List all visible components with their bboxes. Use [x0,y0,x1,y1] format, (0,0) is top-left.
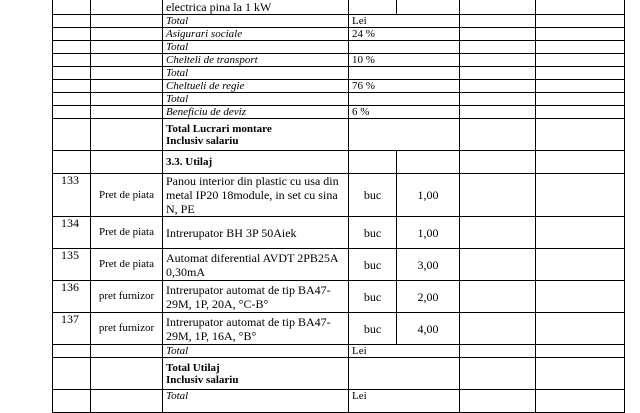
summary-value [349,93,460,106]
summary-value: Lei [349,15,460,28]
summary-value: 10 % [349,54,460,67]
summary-row [53,390,625,413]
item-source: Pret de piata [91,174,163,217]
summary-row [53,28,625,41]
item-number: 133 [53,174,91,217]
total-utilaj-title-rest: Utilaj [190,361,220,374]
item-unit: buc [349,249,397,281]
total-utilaj-subtitle: Inclusiv salariu [166,373,239,386]
summary-label: Asigurari sociale [163,28,349,41]
total-lucrari-row [53,119,625,151]
summary-value: 6 % [349,106,460,119]
summary-label: Chelteli de transport [163,54,349,67]
item-quantity: 3,00 [397,249,460,281]
item-source: pret furnizor [91,313,163,345]
table-row [53,249,625,281]
summary-label: Beneficiu de deviz [163,106,349,119]
summary-label: Total [163,93,349,106]
summary-label: Total [163,15,349,28]
item-number: 136 [53,281,91,313]
total-utilaj-title: Total [166,361,191,374]
summary-value [349,41,460,54]
item-number: 137 [53,313,91,345]
item-description: Automat diferential AVDT 2PB25A 0,30mA [163,249,349,281]
item-description: Intrerupator automat de tip BA47-29M, 1P, 20A, °C-B° [163,281,349,313]
summary-row [53,345,625,358]
section-heading: 3.3. Utilaj [163,151,349,174]
desc-cell: electrica pina la 1 kW [163,0,349,15]
total-label: Total [163,345,349,358]
summary-label: Total [163,41,349,54]
item-unit: buc [349,281,397,313]
summary-row [53,93,625,106]
item-description: Intrerupator automat de tip BA47-29M, 1P, 16A, °B° [163,313,349,345]
summary-row [53,80,625,93]
summary-row [53,15,625,28]
item-number: 134 [53,217,91,249]
item-unit: buc [349,313,397,345]
total-value: Lei [349,345,460,358]
table-row [53,174,625,217]
item-quantity: 1,00 [397,217,460,249]
item-number: 135 [53,249,91,281]
estimate-table [52,0,625,413]
final-total-label: Total [163,390,349,413]
section-row [53,151,625,174]
item-description: Panou interior din plastic cu usa din metal IP20 18module, in set cu sina N, PE [163,174,349,217]
total-lucrari-subtitle: Inclusiv salariu [166,134,239,147]
total-utilaj-cell [163,358,349,390]
item-source: Pret de piata [91,217,163,249]
summary-row [53,67,625,80]
item-source: Pret de piata [91,249,163,281]
item-unit: buc [349,174,397,217]
total-lucrari-title-rest: Lucrari montare [190,122,272,135]
item-quantity: 1,00 [397,174,460,217]
item-quantity: 2,00 [397,281,460,313]
summary-value: 24 % [349,28,460,41]
total-lucrari-cell [163,119,349,151]
summary-value: 76 % [349,80,460,93]
item-source: pret furnizor [91,281,163,313]
table-row [53,0,625,15]
item-quantity: 4,00 [397,313,460,345]
summary-row [53,41,625,54]
summary-row [53,106,625,119]
table-row [53,313,625,345]
summary-label: Cheltueli de regie [163,80,349,93]
item-unit: buc [349,217,397,249]
table-row [53,217,625,249]
total-utilaj-row [53,358,625,390]
final-total-value: Lei [349,390,460,413]
summary-label: Total [163,67,349,80]
total-lucrari-title: Total [166,122,191,135]
item-description: Intrerupator BH 3P 50Aiek [163,217,349,249]
table-row [53,281,625,313]
summary-value [349,67,460,80]
summary-row [53,54,625,67]
